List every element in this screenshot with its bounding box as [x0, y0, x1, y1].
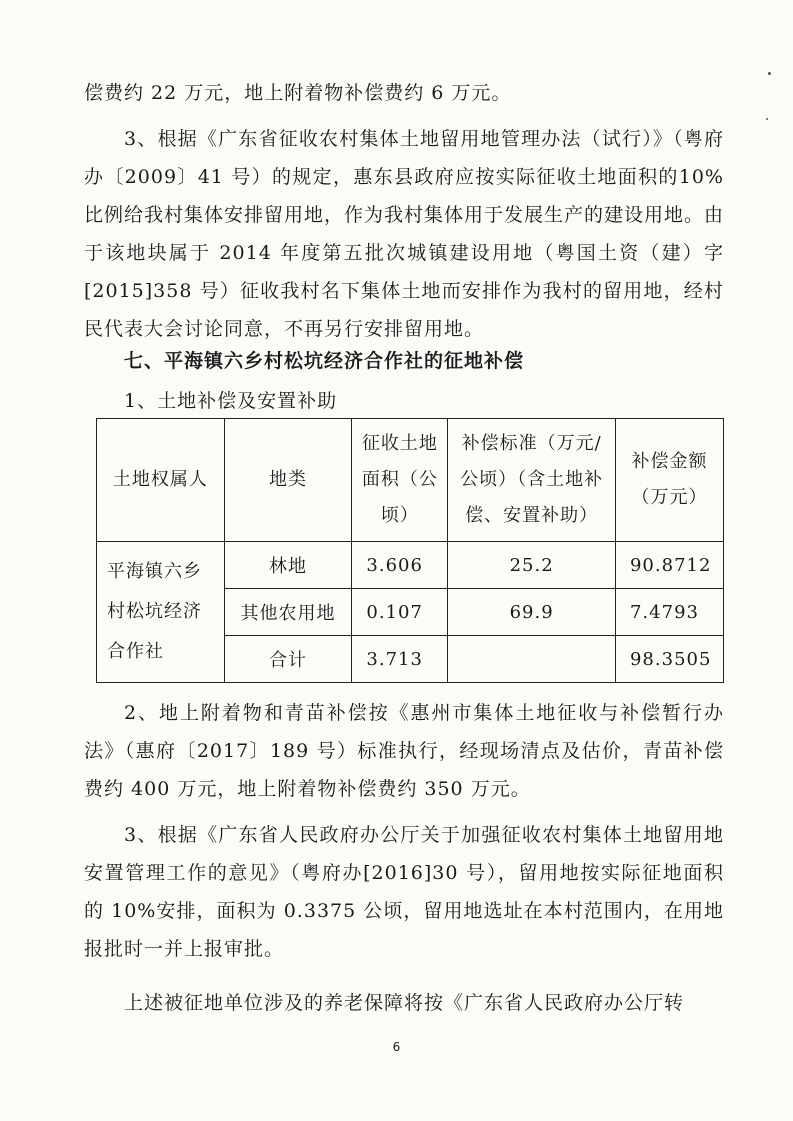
- cell-standard: 25.2: [448, 542, 616, 589]
- cell-area: 0.107: [352, 589, 448, 636]
- header-amount: 补偿金额（万元）: [615, 419, 723, 542]
- table-header-row: [97, 419, 724, 542]
- cell-owner: 平海镇六乡村松坑经济合作社: [97, 542, 225, 683]
- table-row: [97, 542, 724, 589]
- cell-amount: 98.3505: [615, 636, 723, 683]
- header-owner: 土地权属人: [97, 419, 225, 542]
- cell-amount: 90.8712: [615, 542, 723, 589]
- scan-speck: [768, 72, 771, 75]
- compensation-table: [96, 418, 724, 683]
- page-number: 6: [392, 1040, 401, 1054]
- section-heading: 七、平海镇六乡村松坑经济合作社的征地补偿: [124, 350, 525, 372]
- paragraph-reserved-land-2: 3、根据《广东省人民政府办公厅关于加强征收农村集体土地留用地安置管理工作的意见》（粤府办[2016]30 号），留用地按实际征地面积的 10%安排，面积为 0.3375 公顷，留用地选址在本村范围内，在用地报批时一并上报审批。: [84, 824, 724, 960]
- cell-land-type: 合计: [224, 636, 352, 683]
- header-area: 征收土地面积（公顷）: [352, 419, 448, 542]
- paragraph-attachments: 2、地上附着物和青苗补偿按《惠州市集体土地征收与补偿暂行办法》（惠府〔2017〕189 号）标准执行，经现场清点及估价，青苗补偿费约 400 万元，地上附着物补偿费约 350 万元。: [84, 702, 724, 800]
- scan-speck: [766, 118, 768, 120]
- paragraph-pension: 上述被征地单位涉及的养老保障将按《广东省人民政府办公厅转: [124, 992, 685, 1014]
- header-land-type: 地类: [224, 419, 352, 542]
- cell-area: 3.713: [352, 636, 448, 683]
- cell-standard: 69.9: [448, 589, 616, 636]
- cell-land-type: 林地: [224, 542, 352, 589]
- header-standard: 补偿标准（万元/公顷）（含土地补偿、安置补助）: [448, 419, 616, 542]
- subheading-land-compensation: 1、土地补偿及安置补助: [124, 390, 338, 412]
- paragraph-continuation: 偿费约 22 万元，地上附着物补偿费约 6 万元。: [84, 82, 512, 104]
- paragraph-reserved-land: 3、根据《广东省征收农村集体土地留用地管理办法（试行）》（粤府办〔2009〕41 号）的规定，惠东县政府应按实际征收土地面积的10%比例给我村集体安排留用地，作为我村集体用于发展生产的建设用地。由于该地块属于 2014 年度第五批次城镇建设用地（粤国土资（建）字[2015]358 号）征收我村名下集体土地而安排作为我村的留用地，经村民代表大会讨论同意，不再另行安排留用地。: [84, 128, 725, 340]
- cell-standard: [448, 636, 616, 683]
- cell-land-type: 其他农用地: [224, 589, 352, 636]
- cell-amount: 7.4793: [615, 589, 723, 636]
- cell-area: 3.606: [352, 542, 448, 589]
